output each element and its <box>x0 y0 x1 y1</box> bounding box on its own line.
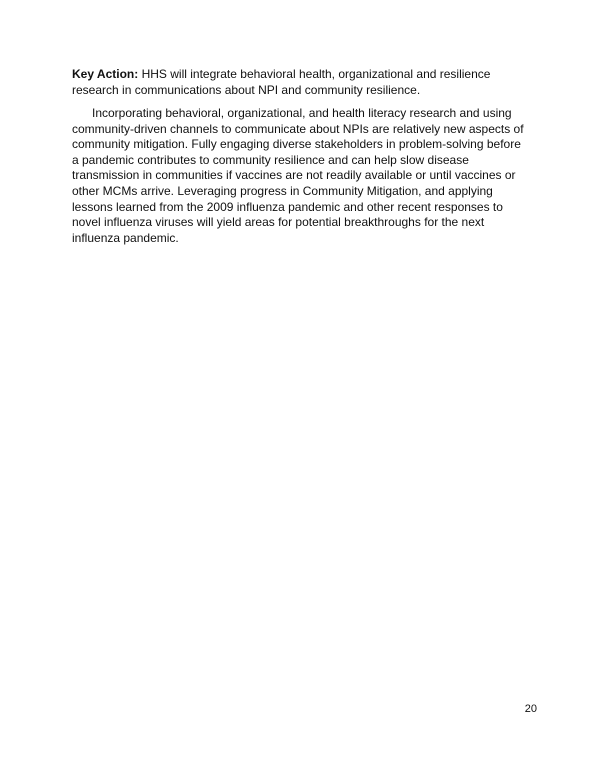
key-action-text: HHS will integrate behavioral health, organizational and resilience research in communications about NPI and community resilience. <box>72 67 491 97</box>
body-paragraph: Incorporating behavioral, organizational, and health literacy research and using community-driven channels to communicate about NPIs are relatively new aspects of community mitigation. Fully engaging diverse stakeholders in problem-solving before a pandemic contributes to community resilience and can help slow disease transmission in communities if vaccines are not readily available or until vaccines or other MCMs arrive. Leveraging progress in Community Mitigation, and applying lessons learned from the 2009 influenza pandemic and other recent responses to novel influenza viruses will yield areas for potential breakthroughs for the next influenza pandemic. <box>72 106 524 245</box>
key-action-label: Key Action: <box>72 67 139 81</box>
page-number: 20 <box>524 703 537 715</box>
key-action-paragraph <box>72 67 530 98</box>
